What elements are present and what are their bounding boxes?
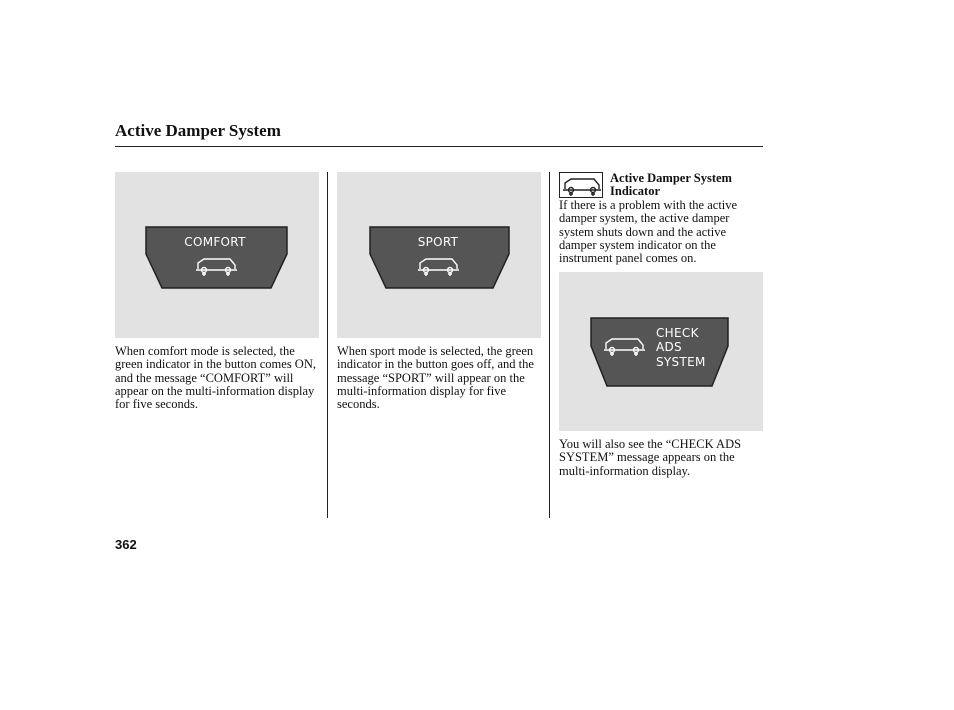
indicator-title: Active Damper System Indicator [610,171,732,199]
check-display-line2: ADS [656,340,682,354]
active-damper-indicator [559,172,603,198]
column-divider-2 [549,172,550,518]
car-suspension-icon [563,179,601,196]
title-rule [115,146,763,147]
sport-description: When sport mode is selected, the green indicator in the button goes off, and the message “SPORT” will appear on the multi-information display for five seconds. [337,344,534,412]
check-ads-display-figure [559,272,763,431]
section-title: Active Damper System [115,121,281,140]
page-number: 362 [115,537,137,552]
check-display-line3: SYSTEM [656,355,706,369]
comfort-description: When comfort mode is selected, the green indicator in the button comes ON, and the message “COMFORT” will appear on the multi-information display for five seconds. [115,344,316,412]
indicator-description: If there is a problem with the active damper system, the active damper system shuts down and the active damper system indicator on the instrument panel comes on. [559,198,738,266]
check-display-line1: CHECK [656,326,699,340]
column-divider-1 [327,172,328,518]
check-ads-description: You will also see the “CHECK ADS SYSTEM” message appears on the multi-information display. [559,437,742,478]
sport-display-label: SPORT [417,235,459,249]
comfort-display-label: COMFORT [184,235,246,249]
comfort-display-figure [115,172,319,338]
sport-display-figure [337,172,541,338]
